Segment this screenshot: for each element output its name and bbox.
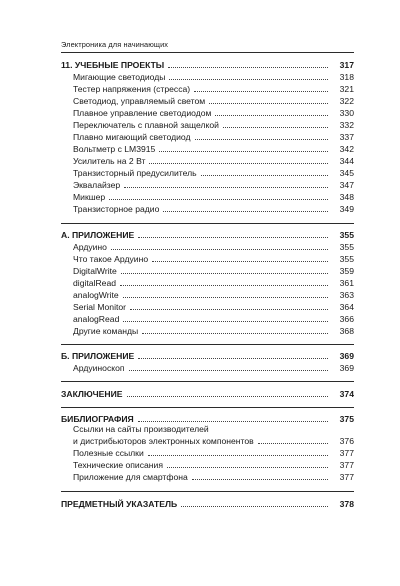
- toc-section-conclusion[interactable]: [61, 382, 354, 399]
- toc-item[interactable]: [61, 446, 354, 458]
- item-page: 347: [339, 180, 354, 190]
- toc-section-appendix-b[interactable]: [61, 345, 354, 361]
- item-label: Плавное управление светодиодом: [73, 108, 212, 118]
- item-label: Эквалайзер: [73, 180, 121, 190]
- item-label: analogRead: [73, 314, 120, 324]
- dot-leader: [201, 174, 328, 176]
- dot-leader: [148, 454, 328, 456]
- item-label: Другие команды: [73, 326, 139, 336]
- section-title: БИБЛИОГРАФИЯ: [61, 414, 134, 424]
- toc-item[interactable]: [61, 300, 354, 312]
- toc-item[interactable]: [61, 288, 354, 300]
- dot-leader: [169, 78, 328, 80]
- toc-item[interactable]: [61, 264, 354, 276]
- item-label: Ардуино: [73, 242, 107, 252]
- item-label: Мигающие светодиоды: [73, 72, 166, 82]
- item-page: 355: [339, 242, 354, 252]
- item-label: Плавно мигающий светодиод: [73, 132, 191, 142]
- toc-section-subject-index[interactable]: [61, 492, 354, 509]
- dot-leader: [223, 126, 328, 128]
- item-page: 377: [339, 472, 354, 482]
- item-page: 377: [339, 460, 354, 470]
- item-label: DigitalWrite: [73, 266, 117, 276]
- section-title: 11. УЧЕБНЫЕ ПРОЕКТЫ: [61, 60, 165, 70]
- item-page: 363: [339, 290, 354, 300]
- dot-leader: [195, 138, 329, 140]
- toc-item[interactable]: [61, 130, 354, 142]
- toc-section-bibliography[interactable]: [61, 408, 354, 424]
- section-page: 378: [339, 499, 354, 509]
- item-label: Тестер напряжения (стресса): [73, 84, 191, 94]
- item-label: Переключатель с плавной защелкой: [73, 120, 219, 130]
- dot-leader: [258, 442, 328, 444]
- item-page: 368: [339, 326, 354, 336]
- item-page: 332: [339, 120, 354, 130]
- toc-item[interactable]: [61, 166, 354, 178]
- toc-item[interactable]: [61, 312, 354, 324]
- toc-item[interactable]: [61, 94, 354, 106]
- item-label: Усилитель на 2 Вт: [73, 156, 146, 166]
- toc-item[interactable]: [61, 276, 354, 288]
- item-label: Приложение для смартфона: [73, 472, 188, 482]
- item-page: 330: [339, 108, 354, 118]
- item-label: Serial Monitor: [73, 302, 127, 312]
- toc-item[interactable]: [61, 82, 354, 94]
- item-label: analogWrite: [73, 290, 119, 300]
- item-label: и дистрибьюторов электронных компонентов: [73, 436, 254, 446]
- toc-item[interactable]: [61, 252, 354, 264]
- section-title: ЗАКЛЮЧЕНИЕ: [61, 389, 123, 399]
- item-label: Вольтметр с LM3915: [73, 144, 156, 154]
- item-label: Микшер: [73, 192, 106, 202]
- section-title: Б. ПРИЛОЖЕНИЕ: [61, 351, 135, 361]
- dot-leader: [138, 357, 328, 359]
- toc-item[interactable]: [61, 106, 354, 118]
- item-page: 344: [339, 156, 354, 166]
- section-title: А. ПРИЛОЖЕНИЕ: [61, 230, 135, 240]
- table-of-contents: [61, 52, 354, 509]
- dot-leader: [127, 395, 329, 397]
- toc-item[interactable]: [61, 240, 354, 252]
- item-page: 364: [339, 302, 354, 312]
- toc-section-11[interactable]: [61, 53, 354, 70]
- dot-leader: [124, 186, 328, 188]
- dot-leader: [142, 332, 328, 334]
- item-page: 345: [339, 168, 354, 178]
- item-label: Светодиод, управляемый светом: [73, 96, 206, 106]
- toc-item[interactable]: [61, 458, 354, 470]
- item-label: Технические описания: [73, 460, 163, 470]
- dot-leader: [138, 420, 328, 422]
- dot-leader: [194, 90, 328, 92]
- dot-leader: [181, 505, 328, 507]
- section-page: 369: [339, 351, 354, 361]
- item-label: Ардуиноскоп: [73, 363, 125, 373]
- toc-item[interactable]: [61, 361, 354, 373]
- item-page: 377: [339, 448, 354, 458]
- item-page: 318: [339, 72, 354, 82]
- toc-item[interactable]: [61, 434, 354, 446]
- item-page: 376: [339, 436, 354, 446]
- item-page: 348: [339, 192, 354, 202]
- toc-item[interactable]: [61, 118, 354, 130]
- section-page: 317: [339, 60, 354, 70]
- item-label: Транзисторное радио: [73, 204, 160, 214]
- dot-leader: [121, 272, 328, 274]
- dot-leader: [168, 66, 328, 68]
- item-page: 361: [339, 278, 354, 288]
- item-label: digitalRead: [73, 278, 116, 288]
- dot-leader: [159, 150, 328, 152]
- toc-item[interactable]: [61, 70, 354, 82]
- toc-item[interactable]: [61, 178, 354, 190]
- toc-item[interactable]: [61, 324, 354, 336]
- toc-item[interactable]: [61, 470, 354, 482]
- dot-leader: [123, 320, 328, 322]
- item-label: Транзисторный предусилитель: [73, 168, 197, 178]
- dot-leader: [192, 478, 328, 480]
- dot-leader: [111, 248, 328, 250]
- dot-leader: [152, 260, 328, 262]
- section-page: 374: [339, 389, 354, 399]
- toc-item[interactable]: [61, 154, 354, 166]
- dot-leader: [138, 236, 328, 238]
- toc-item[interactable]: [61, 190, 354, 202]
- item-label-first-line: Ссылки на сайты производителей: [73, 424, 209, 434]
- item-page: 321: [339, 84, 354, 94]
- dot-leader: [109, 198, 328, 200]
- item-page: 349: [339, 204, 354, 214]
- dot-leader: [209, 102, 328, 104]
- dot-leader: [149, 162, 328, 164]
- section-title: ПРЕДМЕТНЫЙ УКАЗАТЕЛЬ: [61, 499, 178, 509]
- item-page: 342: [339, 144, 354, 154]
- dot-leader: [130, 308, 328, 310]
- toc-section-appendix-a[interactable]: [61, 224, 354, 240]
- section-page: 375: [339, 414, 354, 424]
- item-label: Что такое Ардуино: [73, 254, 149, 264]
- item-page: 322: [339, 96, 354, 106]
- toc-item[interactable]: [61, 202, 354, 214]
- dot-leader: [123, 296, 328, 298]
- running-header: Электроника для начинающих: [61, 40, 169, 49]
- dot-leader: [120, 284, 328, 286]
- item-page: 369: [339, 363, 354, 373]
- dot-leader: [215, 114, 328, 116]
- dot-leader: [163, 210, 328, 212]
- dot-leader: [129, 369, 328, 371]
- item-page: 355: [339, 254, 354, 264]
- item-page: 337: [339, 132, 354, 142]
- toc-item[interactable]: [61, 142, 354, 154]
- item-label: Полезные ссылки: [73, 448, 144, 458]
- dot-leader: [167, 466, 328, 468]
- item-page: 366: [339, 314, 354, 324]
- item-page: 359: [339, 266, 354, 276]
- section-page: 355: [339, 230, 354, 240]
